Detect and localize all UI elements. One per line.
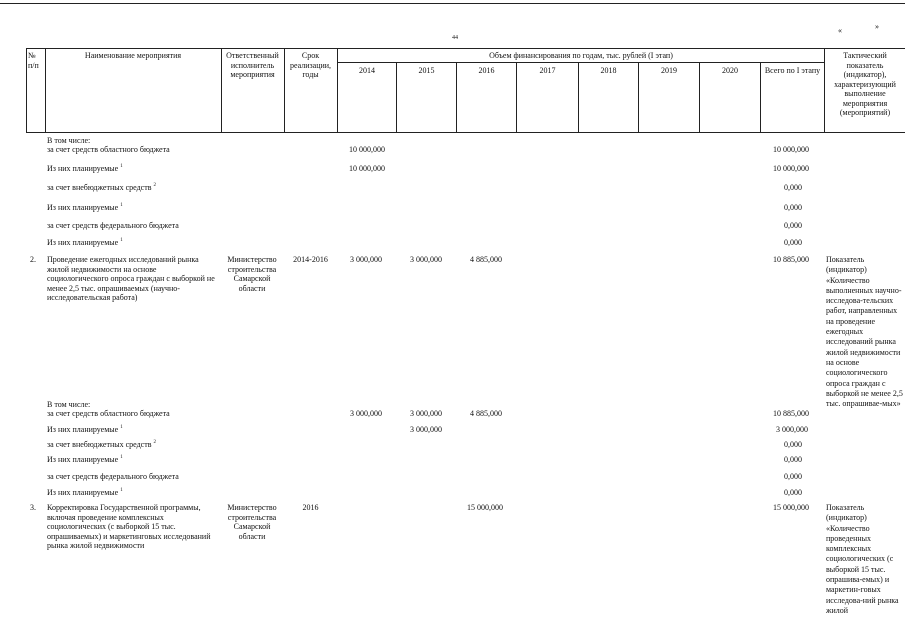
header-year-2019: 2019 xyxy=(661,66,677,75)
header-total: Всего по I этапу xyxy=(764,66,821,75)
block1-intro: В том числе: xyxy=(47,136,91,145)
item3-term: 2016 xyxy=(302,503,319,512)
b1-row0-total: 10 000,000 xyxy=(773,145,809,154)
b1-row0-label: за счет средств областного бюджета xyxy=(47,145,170,154)
header-year-2016: 2016 xyxy=(478,66,495,75)
item2-indicator: Показатель (индикатор) «Количество выполненных научно-исследова-тельских работ, направленных на проведение ежегодных исследований рынка жилой недвижимости на основе социологического опроса граждан с выборкой не менее 2,5 тыс. опрашивае-мых» xyxy=(826,255,903,409)
b1-row5: Из них планируемые $^1$ xyxy=(47,238,123,247)
b2-row1-total: 3 000,000 xyxy=(776,425,808,434)
b1-row4-total: 0,000 xyxy=(784,221,802,230)
item3-indicator: Показатель (индикатор) «Количество проведенных комплексных социологических (с выборкой 15 тыс. опрашива-емых) и маркетин-говых исследова-ний рынка жилой xyxy=(826,503,899,615)
item2-num: 2. xyxy=(30,255,36,264)
b2-row1: Из них планируемые $^1$ xyxy=(47,425,123,434)
b1-row3: Из них планируемые $^1$ xyxy=(47,203,123,212)
b2-row4-total: 0,000 xyxy=(784,472,802,481)
corner-mark-right: » xyxy=(875,22,879,31)
header-year-2015: 2015 xyxy=(418,66,435,75)
corner-mark-left: « xyxy=(838,26,842,35)
header-financing: Объем финансирования по годам, тыс. рублей (I этап) xyxy=(489,51,673,60)
b2-row0-2014: 3 000,000 xyxy=(350,409,382,418)
b2-row0-2016: 4 885,000 xyxy=(470,409,502,418)
item3-total: 15 000,000 xyxy=(773,503,809,512)
b1-row2: за счет внебюджетных средств $^2$ xyxy=(47,183,157,192)
header-year-2020: 2020 xyxy=(722,66,738,75)
b2-row1-2015: 3 000,000 xyxy=(410,425,442,434)
b1-row1-2014: 10 000,000 xyxy=(349,164,385,173)
b2-row3-total: 0,000 xyxy=(784,455,802,464)
b2-row5: Из них планируемые $^1$ xyxy=(47,488,123,497)
block2-intro: В том числе: xyxy=(47,400,91,409)
header-term: Срок реализации, годы xyxy=(289,51,332,79)
b2-row0-2015: 3 000,000 xyxy=(410,409,442,418)
item2-total: 10 885,000 xyxy=(773,255,809,264)
b2-row2-total: 0,000 xyxy=(784,440,802,449)
page-top-rule xyxy=(0,3,905,4)
b1-row1-total: 10 000,000 xyxy=(773,164,809,173)
header-name: Наименование мероприятия xyxy=(84,51,182,60)
item3-responsible: Министерство строительства Самарской области xyxy=(227,503,277,541)
header-year-2017: 2017 xyxy=(539,66,556,75)
b2-row3: Из них планируемые $^1$ xyxy=(47,455,123,464)
b2-row2: за счет внебюджетных средств $^2$ xyxy=(47,440,157,449)
header-num: № п/п xyxy=(28,51,39,70)
b1-row4-label: за счет средств федерального бюджета xyxy=(47,221,179,230)
header-year-2018: 2018 xyxy=(600,66,617,75)
item2-2014: 3 000,000 xyxy=(350,255,382,264)
item2-term: 2014-2016 xyxy=(293,255,328,264)
b2-row0-total: 10 885,000 xyxy=(773,409,809,418)
b1-row2-total: 0,000 xyxy=(784,183,802,192)
b1-row0-2014: 10 000,000 xyxy=(349,145,385,154)
item3-num: 3. xyxy=(30,503,36,512)
item3-name: Корректировка Государственной программы, включая проведение комплексных социологических (с выборкой 15 тыс. опрашиваемых) и маркетинговых исследований рынка жилой недвижимости xyxy=(47,503,211,550)
header-indicator: Тактический показатель (индикатор), характеризующий выполнение мероприятия (мероприятий) xyxy=(834,51,896,117)
item3-2016: 15 000,000 xyxy=(467,503,503,512)
b2-row5-total: 0,000 xyxy=(784,488,802,497)
b1-row5-total: 0,000 xyxy=(784,238,802,247)
b2-row0-label: за счет средств областного бюджета xyxy=(47,409,170,418)
b1-row1: Из них планируемые $^1$ xyxy=(47,164,123,173)
item2-2015: 3 000,000 xyxy=(410,255,442,264)
item2-responsible: Министерство строительства Самарской области xyxy=(227,255,277,293)
item2-2016: 4 885,000 xyxy=(470,255,502,264)
page-number: 44 xyxy=(452,35,458,41)
b2-row4-label: за счет средств федерального бюджета xyxy=(47,472,179,481)
b1-row3-total: 0,000 xyxy=(784,203,802,212)
header-responsible: Ответственный исполнитель мероприятия xyxy=(226,51,279,79)
header-year-2014: 2014 xyxy=(359,66,375,75)
item2-name: Проведение ежегодных исследований рынка жилой недвижимости на основе социологического опроса граждан с выборкой не менее 2,5 тыс. опрашиваемых (научно-исследовательская работа) xyxy=(47,255,215,302)
